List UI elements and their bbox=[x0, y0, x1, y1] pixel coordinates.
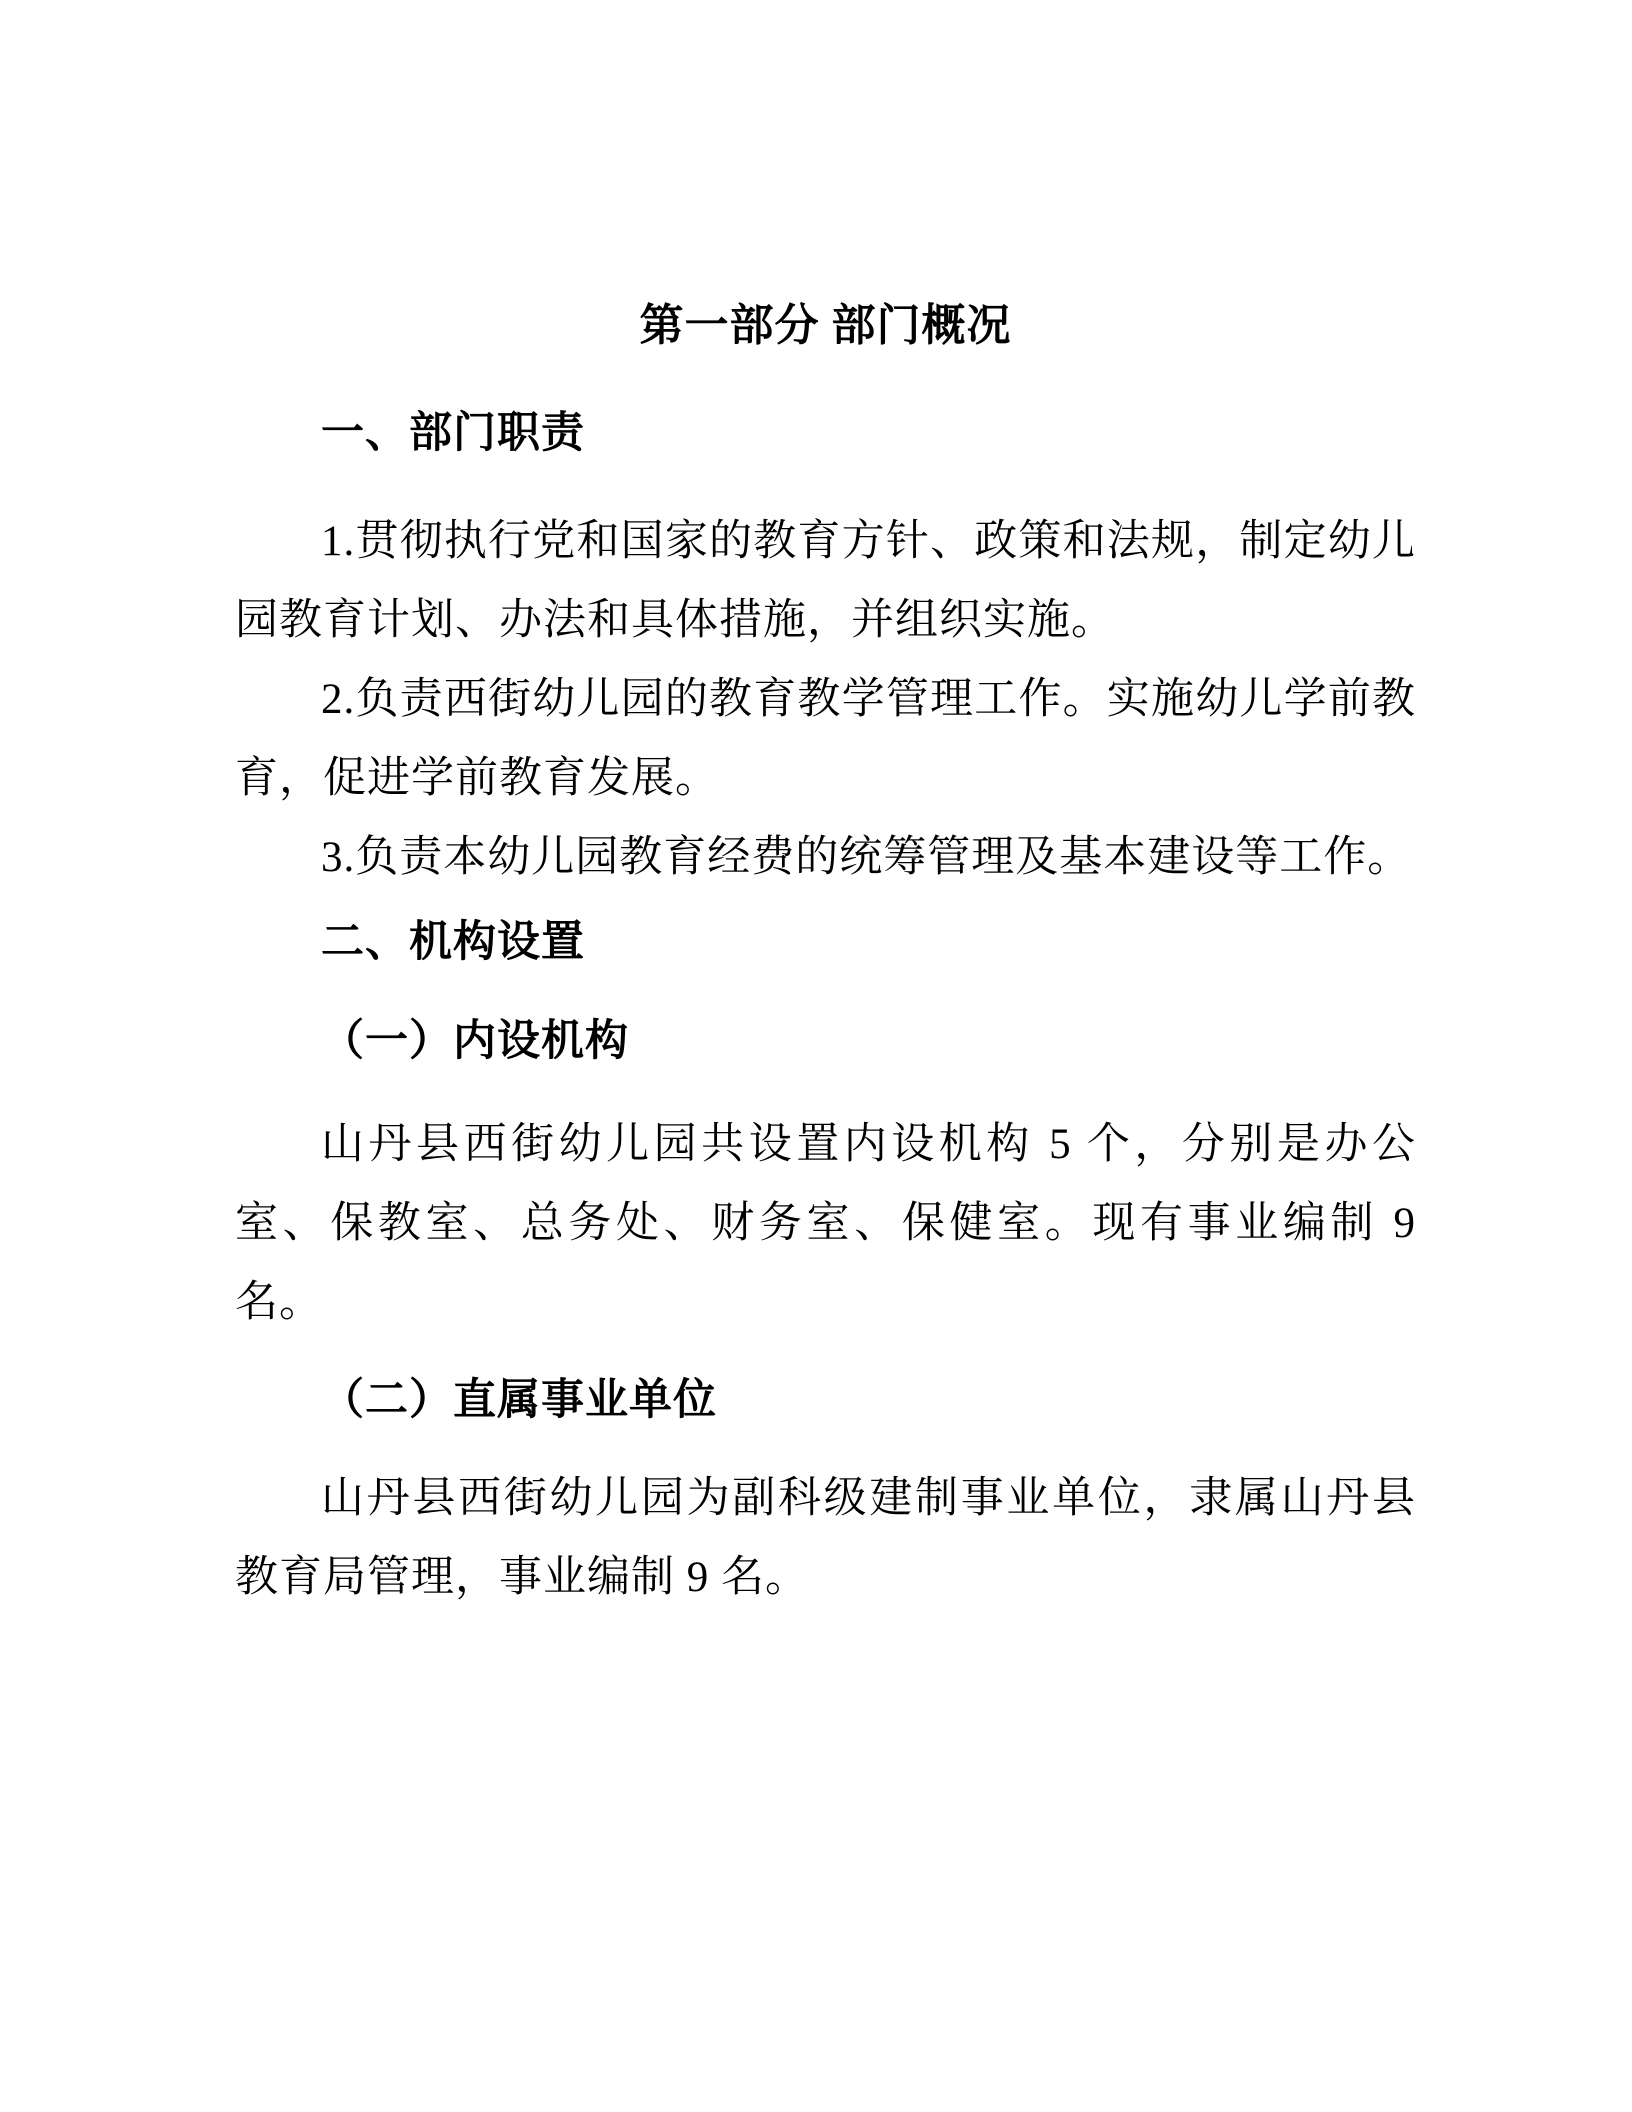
paragraph-internal-orgs: 山丹县西街幼儿园共设置内设机构 5 个，分别是办公室、保教室、总务处、财务室、保健室。现有事业编制 9 名。 bbox=[235, 1121, 1416, 1326]
section-1-heading: 一、部门职责 bbox=[321, 409, 585, 457]
paragraph-duty-3: 3.负责本幼儿园教育经费的统筹管理及基本建设等工作。 bbox=[321, 834, 1412, 881]
subsection-2-heading: （二）直属事业单位 bbox=[321, 1377, 717, 1424]
paragraph-duty-2: 2.负责西街幼儿园的教育教学管理工作。实施幼儿学前教育，促进学前教育发展。 bbox=[235, 676, 1416, 802]
subsection-1-heading: （一）内设机构 bbox=[321, 1018, 629, 1065]
page-title: 第一部分 部门概况 bbox=[639, 301, 1012, 350]
section-2-heading: 二、机构设置 bbox=[321, 918, 585, 966]
paragraph-duty-1: 1.贯彻执行党和国家的教育方针、政策和法规，制定幼儿园教育计划、办法和具体措施，并组织实施。 bbox=[235, 518, 1416, 644]
paragraph-affiliated-unit: 山丹县西街幼儿园为副科级建制事业单位，隶属山丹县教育局管理，事业编制 9 名。 bbox=[235, 1475, 1416, 1601]
